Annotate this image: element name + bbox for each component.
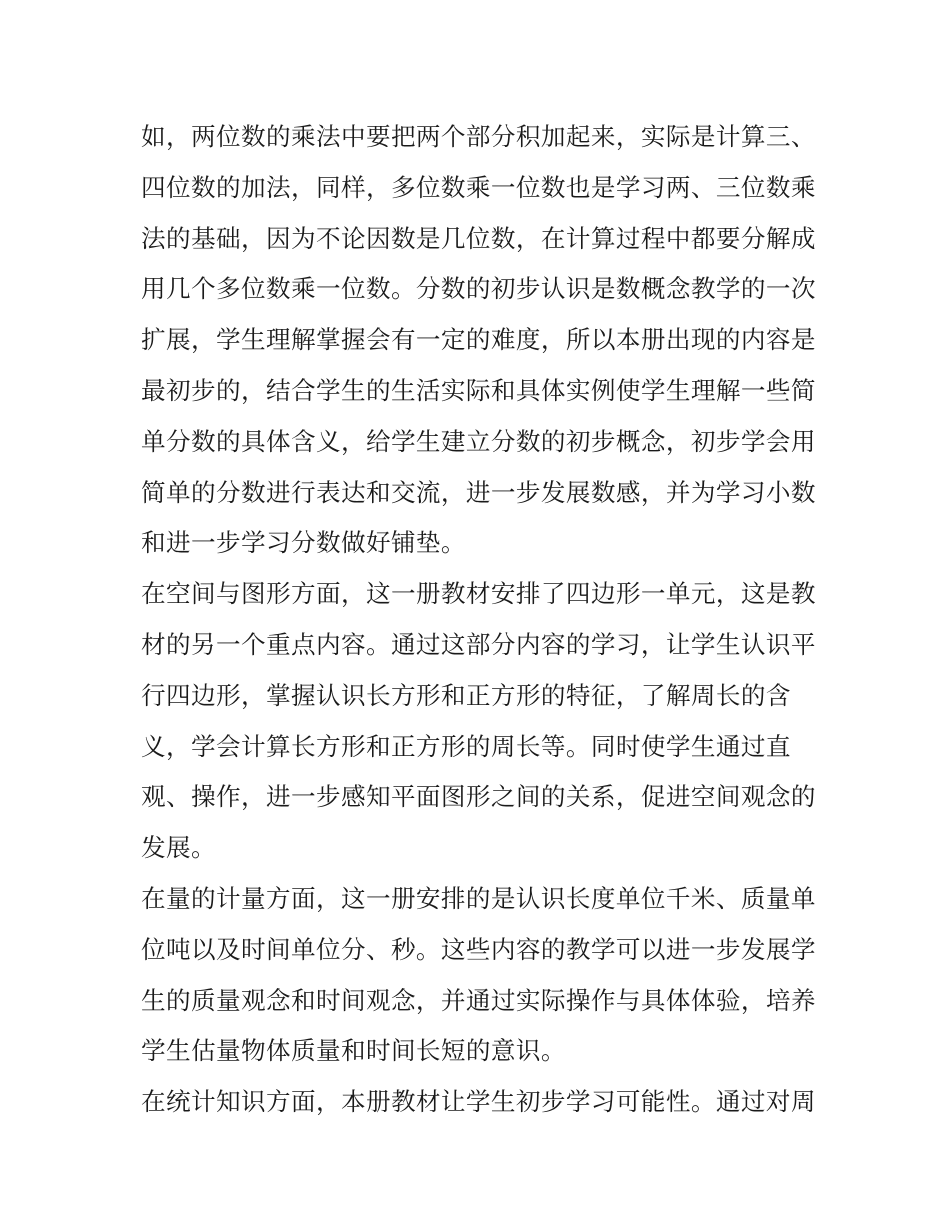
- text-line: 扩展，学生理解掌握会有一定的难度，所以本册出现的内容是: [141, 325, 816, 355]
- text-line: 四位数的加法，同样，多位数乘一位数也是学习两、三位数乘: [141, 172, 816, 202]
- text-line: 学生估量物体质量和时间长短的意识。: [141, 1036, 566, 1066]
- text-line: 用几个多位数乘一位数。分数的初步认识是数概念教学的一次: [141, 274, 816, 304]
- text-line: 单分数的具体含义，给学生建立分数的初步概念，初步学会用: [141, 426, 816, 456]
- text-line: 行四边形，掌握认识长方形和正方形的特征，了解周长的含: [141, 680, 791, 710]
- text-line: 如，两位数的乘法中要把两个部分积加起来，实际是计算三、: [141, 122, 816, 151]
- text-line: 在量的计量方面，这一册安排的是认识长度单位千米、质量单: [141, 883, 816, 913]
- text-line: 最初步的，结合学生的生活实际和具体实例使学生理解一些简: [141, 375, 816, 405]
- text-line: 简单的分数进行表达和交流，进一步发展数感，并为学习小数: [141, 477, 816, 507]
- body-text: [141, 112, 821, 1128]
- text-line: 和进一步学习分数做好铺垫。: [141, 528, 466, 558]
- text-line: 在空间与图形方面，这一册教材安排了四边形一单元，这是教: [141, 579, 816, 609]
- text-line: 义，学会计算长方形和正方形的周长等。同时使学生通过直: [141, 731, 791, 761]
- text-line: 法的基础，因为不论因数是几位数，在计算过程中都要分解成: [141, 223, 816, 253]
- text-line: 生的质量观念和时间观念，并通过实际操作与具体体验，培养: [141, 985, 816, 1015]
- text-line: 材的另一个重点内容。通过这部分内容的学习，让学生认识平: [141, 629, 816, 659]
- text-line: 观、操作，进一步感知平面图形之间的关系，促进空间观念的: [141, 782, 816, 812]
- text-line: 在统计知识方面，本册教材让学生初步学习可能性。通过对周: [141, 1087, 816, 1117]
- text-line: 位吨以及时间单位分、秒。这些内容的教学可以进一步发展学: [141, 934, 816, 964]
- text-line: 发展。: [141, 833, 216, 863]
